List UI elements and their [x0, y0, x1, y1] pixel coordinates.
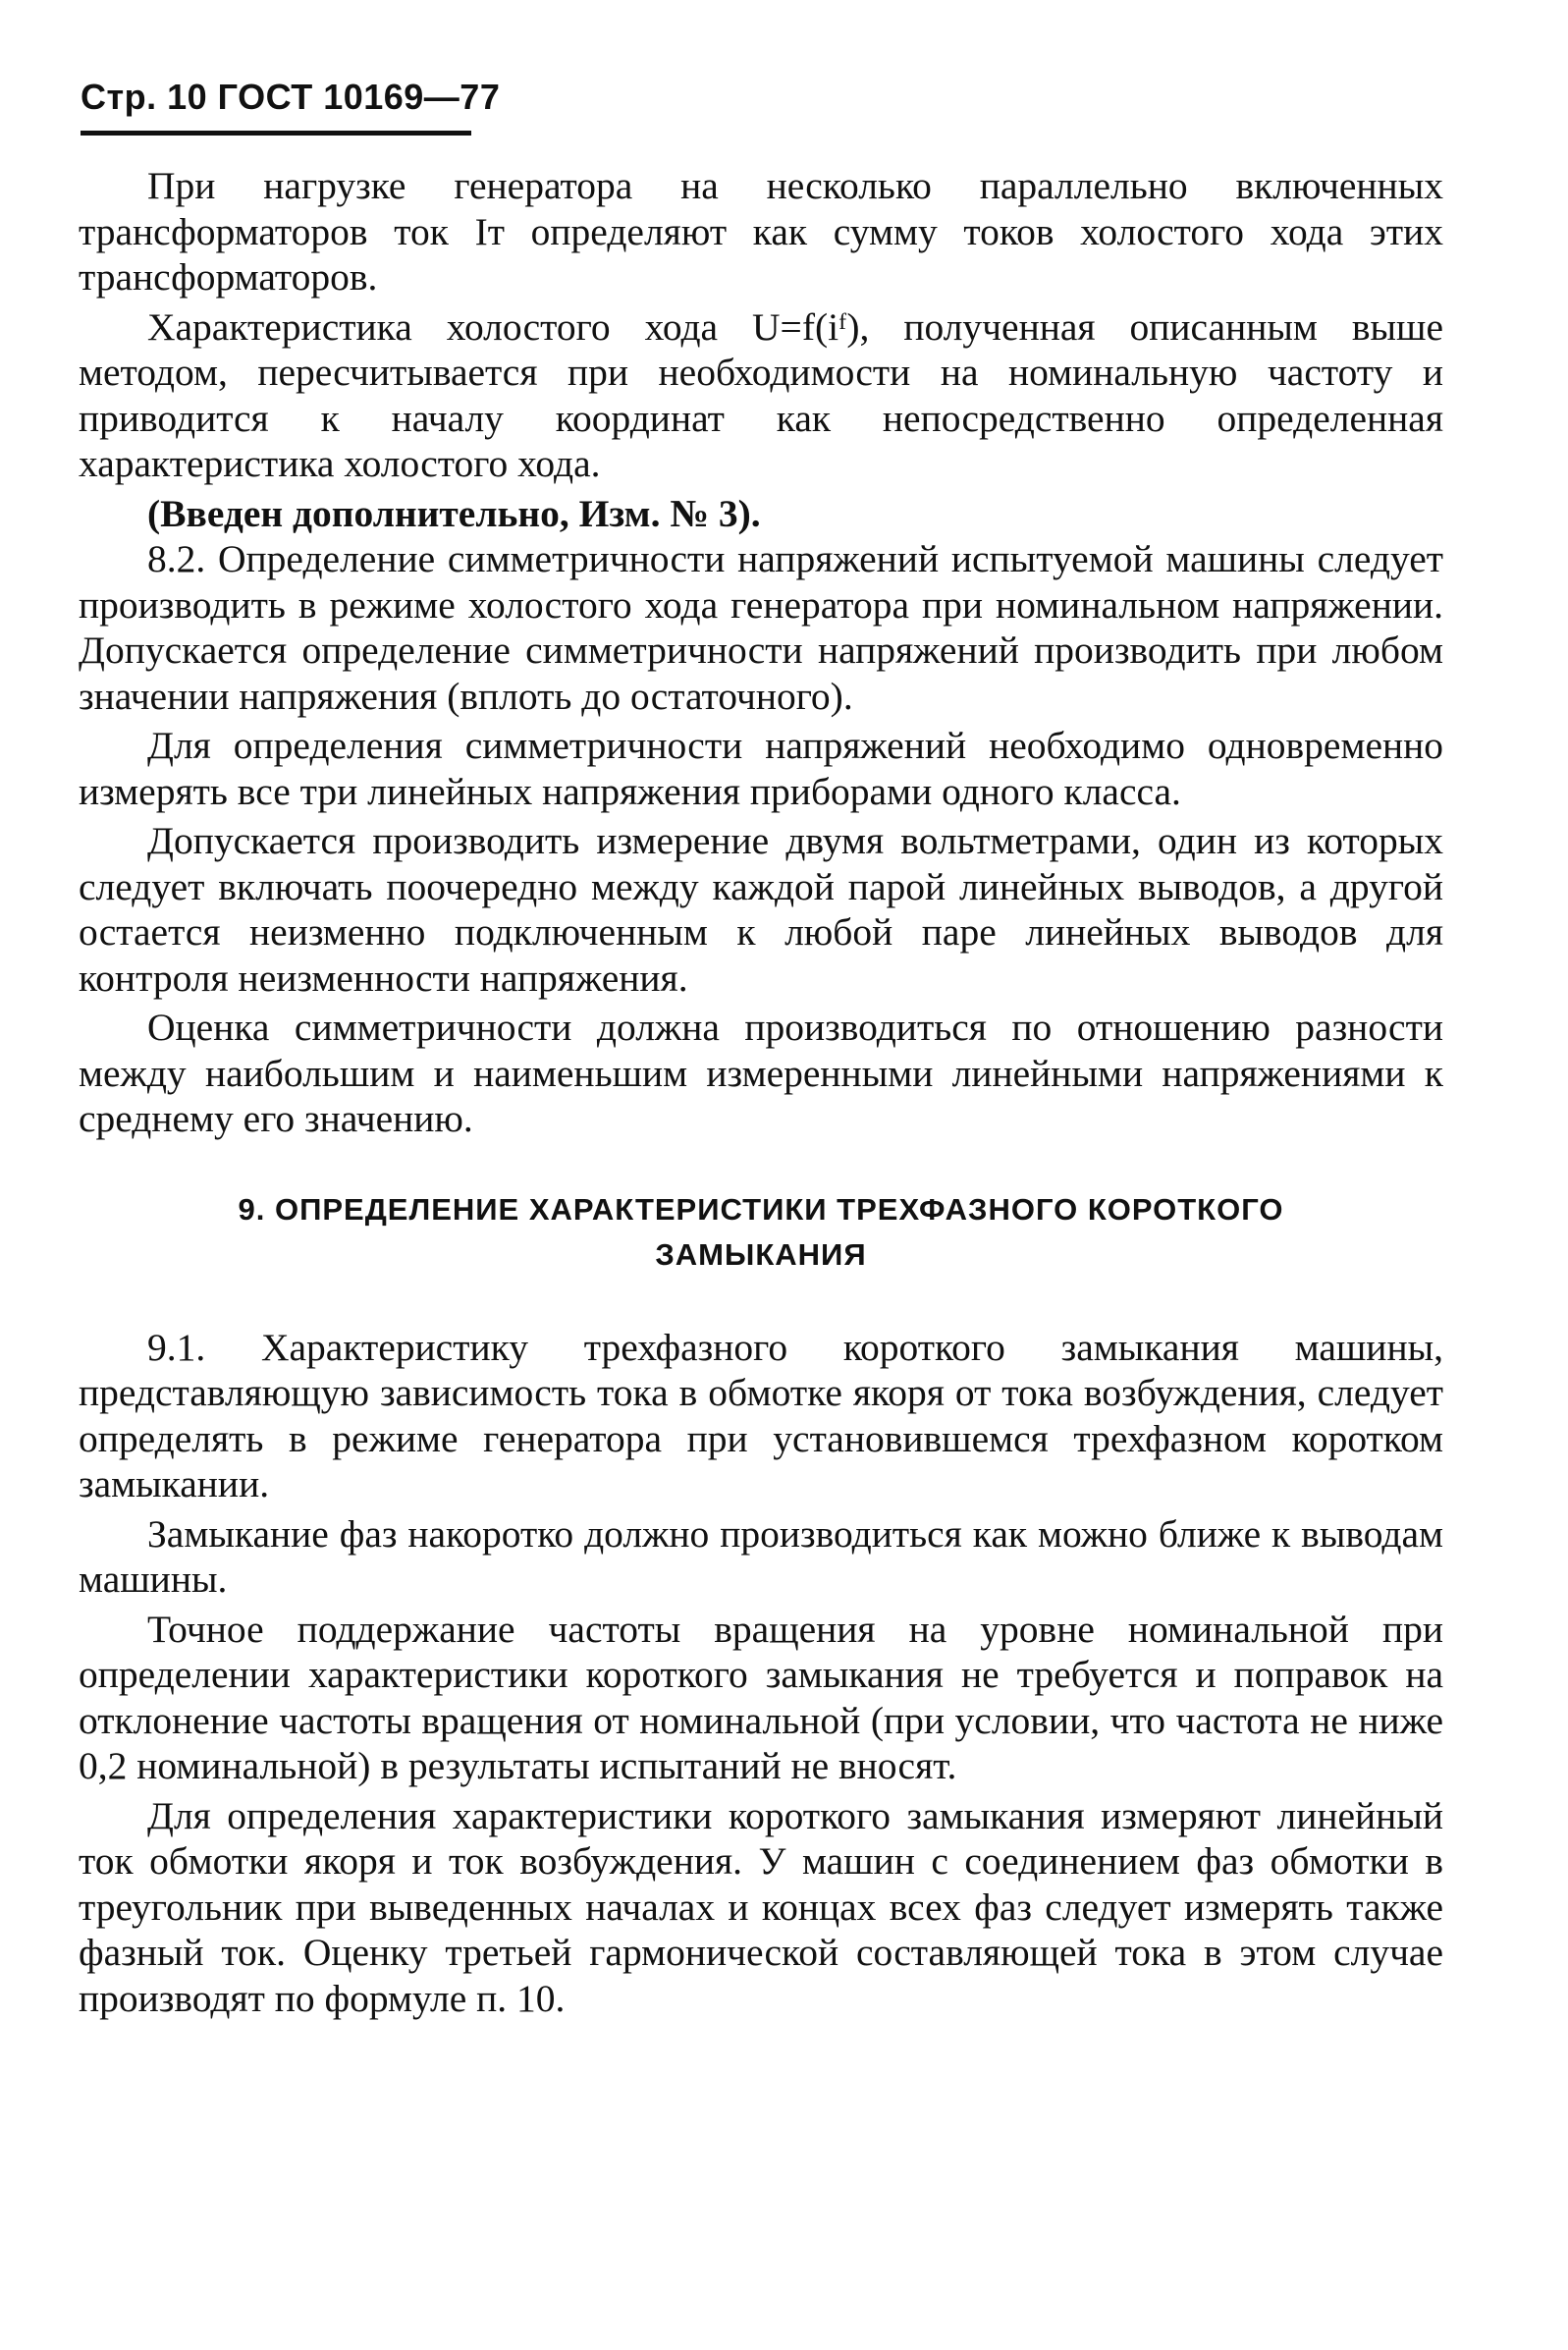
paragraph-amendment-note: (Введен дополнительно, Изм. № 3). [147, 491, 761, 535]
section-heading-line-1: 9. ОПРЕДЕЛЕНИЕ ХАРАКТЕРИСТИКИ ТРЕХФАЗНОГО КОРОТКОГО [238, 1191, 1284, 1227]
paragraph-8-2: 8.2. Определение симметричности напряжений испытуемой машины следует производить в режиме холостого хода генератора при номинальном напряжении. Допускается определение симметричности напряжений производить при любом значении напряжения (вплоть до остаточного). [79, 537, 1443, 718]
page-header: Стр. 10 ГОСТ 10169—77 [81, 77, 501, 117]
header-rule [81, 131, 471, 136]
section-9-heading [79, 1187, 1443, 1278]
paragraph-two-voltmeters: Допускается производить измерение двумя вольтметрами, один из которых следует включать поочередно между каждой парой линейных выводов, а другой остается неизменно подключенным к любой паре линейных выводов для контроля неизменности напряжения. [79, 819, 1443, 1000]
paragraph-no-load-characteristic: Характеристика холостого хода U=f(iᶠ), полученная описанным выше методом, пересчитывается при необходимости на номинальную частоту и приводится к началу координат как непосредственно определенная характеристика холостого хода. [79, 304, 1443, 485]
paragraph-9-1: 9.1. Характеристику трехфазного короткого замыкания машины, представляющую зависимость тока в обмотке якоря от тока возбуждения, следует определять в режиме генератора при установившемся трехфазном коротком замыкании. [79, 1325, 1443, 1505]
paragraph-transformer-load: При нагрузке генератора на несколько параллельно включенных трансформаторов ток Iт определяют как сумму токов холостого хода этих трансформаторов. [79, 164, 1443, 299]
paragraph-symmetry-measurement: Для определения симметричности напряжений необходимо одновременно измерять все три линейных напряжения приборами одного класса. [79, 724, 1443, 813]
paragraph-short-circuit-phases: Замыкание фаз накоротко должно производиться как можно ближе к выводам машины. [79, 1511, 1443, 1601]
document-body [79, 163, 1443, 2021]
paragraph-frequency-maintenance: Точное поддержание частоты вращения на уровне номинальной при определении характеристики короткого замыкания не требуется и поправок на отклонение частоты вращения от номинальной (при условии, что частота не ниже 0,2 номинальной) в результаты испытаний не вносят. [79, 1607, 1443, 1787]
paragraph-short-circuit-measurement: Для определения характеристики короткого замыкания измеряют линейный ток обмотки якоря и ток возбуждения. У машин с соединением фаз обмотки в треугольник при выведенных началах и концах всех фаз следует измерять также фазный ток. Оценку третьей гармонической составляющей тока в этом случае производят по формуле п. 10. [79, 1793, 1443, 2020]
paragraph-symmetry-evaluation: Оценка симметричности должна производиться по отношению разности между наибольшим и наименьшим измеренными линейными напряжениями к среднему его значению. [79, 1006, 1443, 1140]
section-heading-line-2: ЗАМЫКАНИЯ [655, 1236, 867, 1272]
